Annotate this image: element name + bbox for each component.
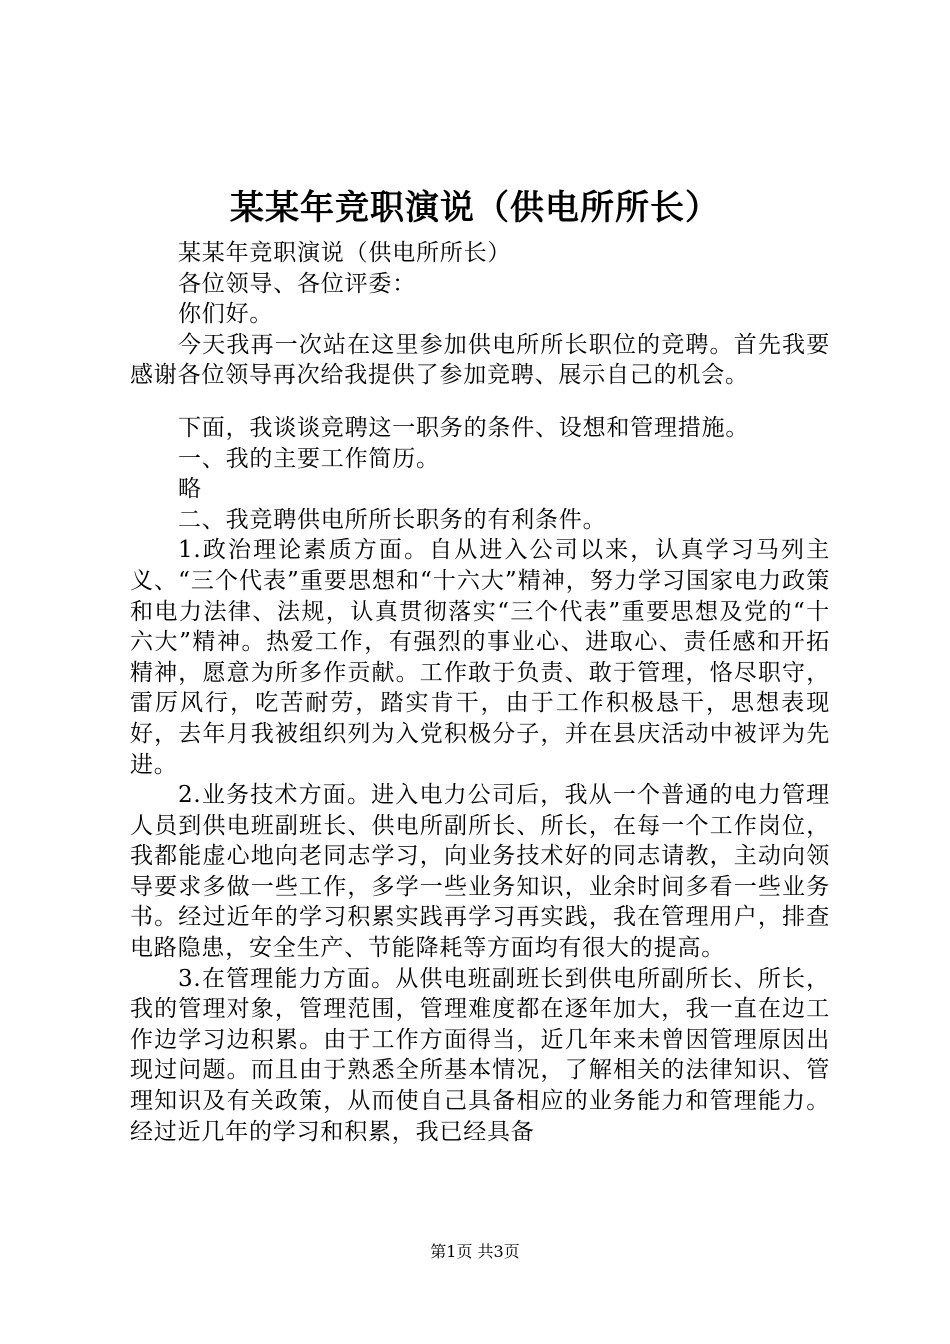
paragraph-salutation: 各位领导、各位评委：: [178, 270, 416, 297]
page-number-footer: 第1页 共3页: [430, 1242, 520, 1261]
paragraph-intro: 下面，我谈谈竞聘这一职务的条件、设想和管理措施。: [178, 414, 750, 441]
paragraph-section-one-body: 略: [178, 476, 202, 503]
paragraph-section-two-heading: 二、我竞聘供电所所长职务的有利条件。: [178, 506, 607, 533]
paragraph-opening: 今天我再一次站在这里参加供电所所长职位的竞聘。首先我要感谢各位领导再次给我提供了参加竞聘、展示自己的机会。: [130, 331, 830, 389]
document-body: [130, 238, 830, 1147]
paragraph-management-ability: 3.在管理能力方面。从供电班副班长到供电所副所长、所长，我的管理对象，管理范围，管理难度都在逐年加大，我一直在边工作边学习边积累。由于工作方面得当，近几年来未曾因管理原因出现过问题。而且由于熟悉全所基本情况，了解相关的法律知识、管理知识及有关政策，从而使自己具备相应的业务能力和管理能力。经过近几年的学习和积累，我已经具备: [130, 965, 830, 1145]
paragraph-section-one-heading: 一、我的主要工作简历。: [178, 445, 440, 472]
paragraph-business-skills: 2.业务技术方面。进入电力公司后，我从一个普通的电力管理人员到供电班副班长、供电所副所长、所长，在每一个工作岗位，我都能虚心地向老同志学习，向业务技术好的同志请教，主动向领导要求多做一些工作，多学一些业务知识，业余时间多看一些业务书。经过近年的学习积累实践再学习再实践，我在管理用户，排查电路隐患，安全生产、节能降耗等方面均有很大的提高。: [130, 782, 830, 962]
paragraph-political-theory: 1.政治理论素质方面。自从进入公司以来，认真学习马列主义、“三个代表”重要思想和“十六大”精神，努力学习国家电力政策和电力法律、法规，认真贯彻落实“三个代表”重要思想及党的“十六大”精神。热爱工作，有强烈的事业心、进取心、责任感和开拓精神，愿意为所多作贡献。工作敢于负责、敢于管理，恪尽职守，雷厉风行，吃苦耐劳，踏实肯干，由于工作积极恳干，思想表现好，去年月我被组织列为入党积极分子，并在县庆活动中被评为先进。: [130, 537, 830, 778]
paragraph-greeting: 你们好。: [178, 301, 274, 328]
paragraph-heading-repeat: 某某年竞职演说（供电所所长）: [178, 240, 512, 266]
document-title: 某某年竞职演说（供电所所长）: [230, 188, 720, 228]
